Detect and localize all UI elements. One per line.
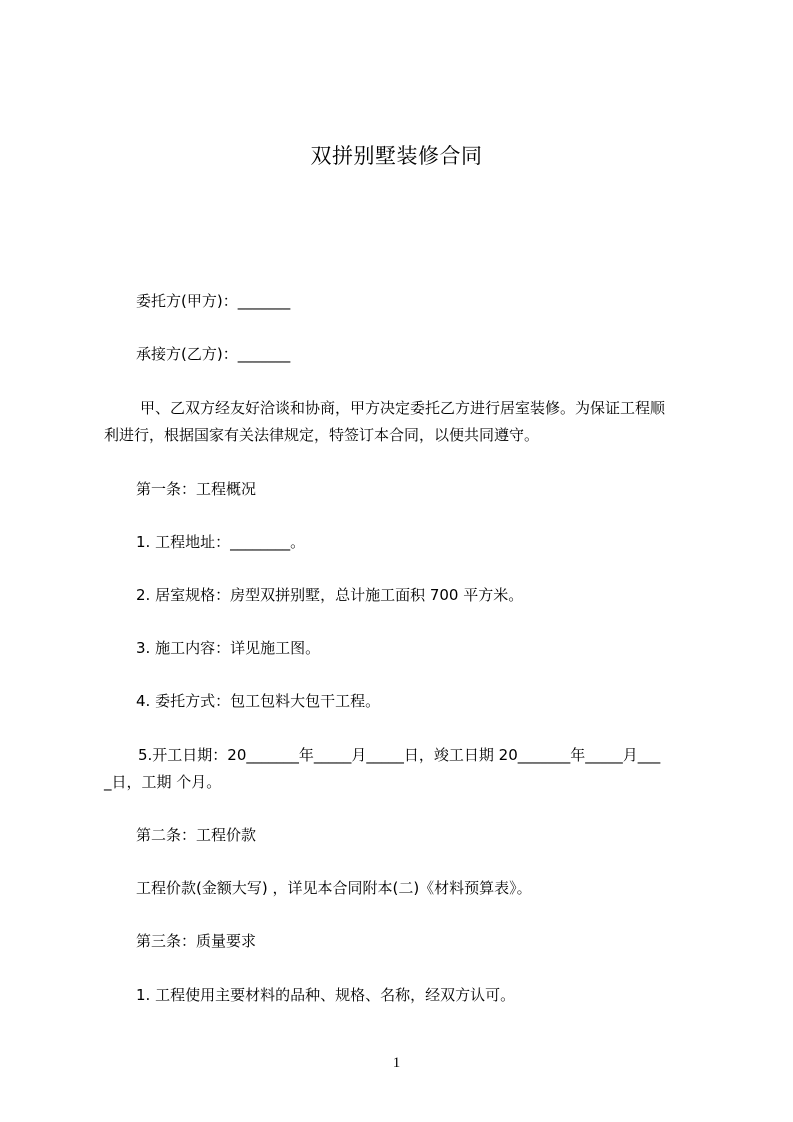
article-1-item-2: 2. 居室规格：房型双拼别墅，总计施工面积 700 平方米。: [136, 586, 524, 604]
intro-paragraph-line-1: 甲、乙双方经友好洽谈和协商，甲方决定委托乙方进行居室装修。为保证工程顺: [140, 399, 666, 417]
page-number: 1: [392, 1055, 401, 1071]
client-party-line: 委托方(甲方)：_______: [136, 292, 291, 310]
intro-paragraph-line-2: 利进行，根据国家有关法律规定，特签订本合同，以便共同遵守。: [104, 426, 540, 444]
contractor-party-line: 承接方(乙方)：_______: [136, 345, 291, 363]
article-1-item-4: 4. 委托方式：包工包料大包干工程。: [136, 692, 381, 710]
document-title: 双拼别墅装修合同: [310, 144, 483, 168]
article-1-heading: 第一条：工程概况: [136, 480, 257, 498]
article-1-item-3: 3. 施工内容：详见施工图。: [136, 639, 321, 657]
article-1-item-5-line-2: _日，工期 个月。: [104, 773, 222, 791]
article-3-heading: 第三条：质量要求: [136, 932, 257, 950]
article-1-item-1: 1. 工程地址：________。: [136, 533, 306, 551]
article-2-heading: 第二条：工程价款: [136, 826, 257, 844]
article-1-item-5-line-1: 5.开工日期：20_______年_____月_____日，竣工日期 20_______年_____月___: [138, 746, 661, 764]
article-2-price-text: 工程价款(金额大写) ，详见本合同附本(二)《材料预算表》。: [136, 879, 532, 897]
article-3-item-1: 1. 工程使用主要材料的品种、规格、名称，经双方认可。: [136, 986, 516, 1004]
